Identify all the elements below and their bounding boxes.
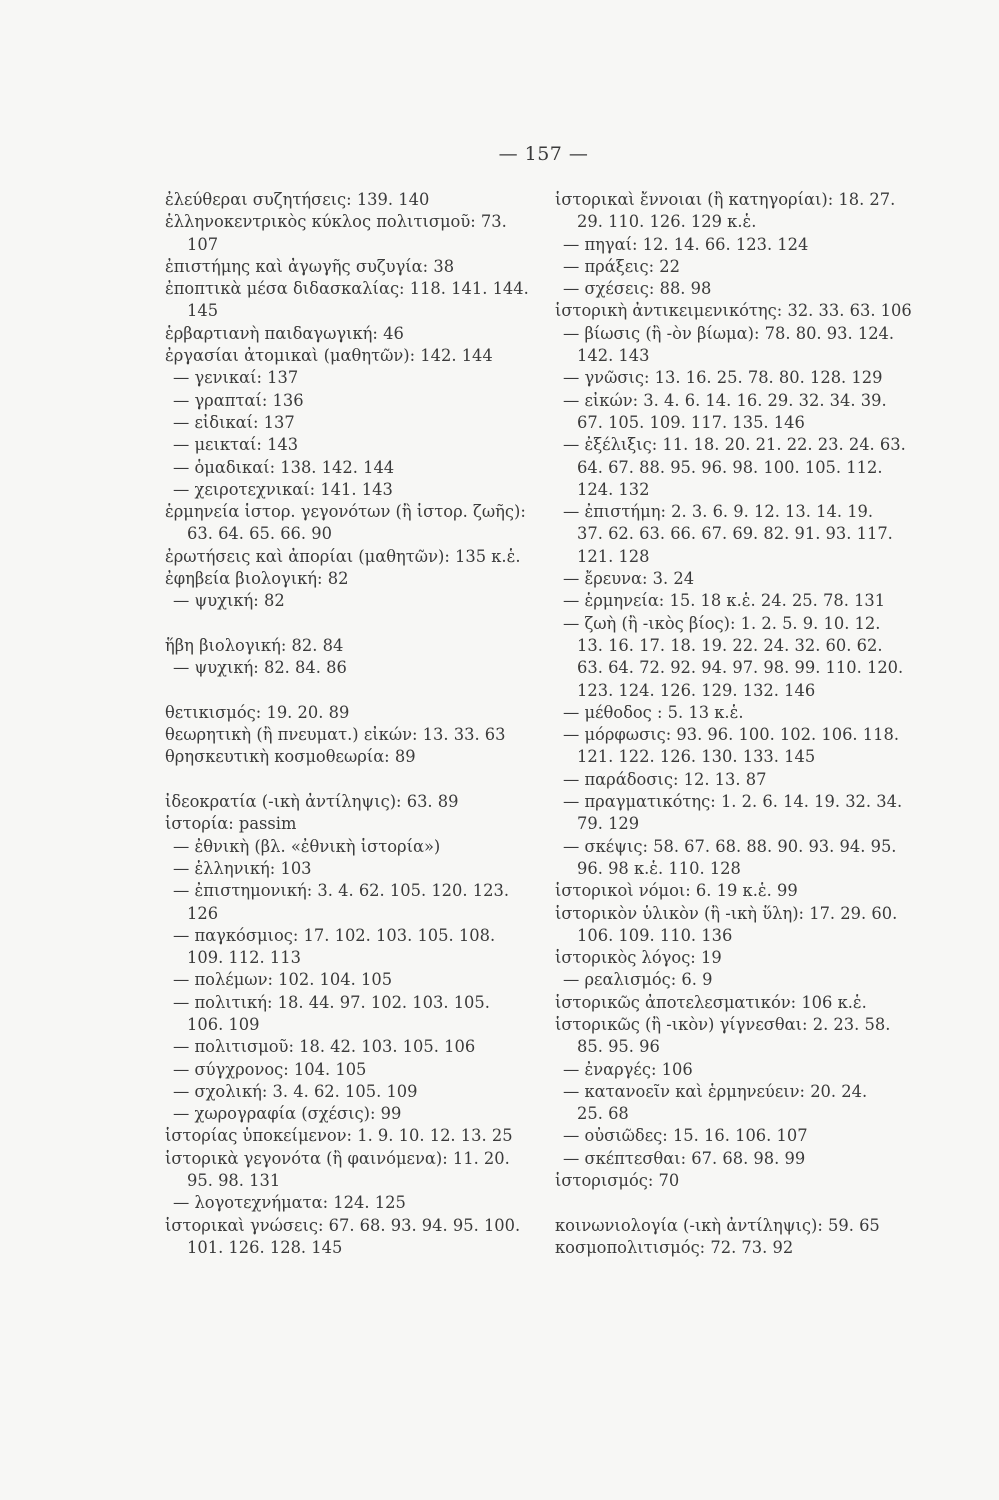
index-subentry: — γνῶσις: 13. 16. 25. 78. 80. 128. 129 [563, 368, 883, 388]
index-continuation: 101. 126. 128. 145 [187, 1237, 343, 1257]
index-entry: ἱστορίας ὑποκείμενον: 1. 9. 10. 12. 13. 25 [165, 1126, 513, 1146]
index-subentry: — εἰδικαί: 137 [173, 412, 295, 432]
index-entry: θετικισμός: 19. 20. 89 [165, 702, 350, 722]
index-subentry: — χωρογραφία (σχέσις): 99 [173, 1104, 402, 1124]
index-entry: ἱστορικὸς λόγος: 19 [555, 948, 722, 968]
index-subentry: — σύγχρονος: 104. 105 [173, 1059, 367, 1079]
index-entry: κοινωνιολογία (-ικὴ ἀντίληψις): 59. 65 [555, 1215, 880, 1235]
index-continuation: 85. 95. 96 [577, 1037, 660, 1057]
index-continuation: 121. 122. 126. 130. 133. 145 [577, 747, 816, 767]
index-spacer [165, 680, 537, 702]
index-entry: ἐργασίαι ἀτομικαὶ (μαθητῶν): 142. 144 [165, 346, 493, 366]
index-entry: ἱστορικὸν ὑλικὸν (ἢ -ικὴ ὕλη): 17. 29. 60. [555, 903, 898, 923]
index-subentry: — ρεαλισμός: 6. 9 [563, 970, 713, 990]
index-subentry: — πολέμων: 102. 104. 105 [173, 970, 393, 990]
index-continuation: 109. 112. 113 [187, 948, 301, 968]
index-subentry: — ψυχική: 82 [173, 591, 285, 611]
index-subentry: — ζωὴ (ἢ -ικὸς βίος): 1. 2. 5. 9. 10. 12. [563, 613, 881, 633]
index-subentry: — πραγματικότης: 1. 2. 6. 14. 19. 32. 34. [563, 792, 903, 812]
index-subentry: — σχολική: 3. 4. 62. 105. 109 [173, 1081, 418, 1101]
index-continuation: 96. 98 κ.ἑ. 110. 128 [577, 858, 741, 878]
index-continuation: 64. 67. 88. 95. 96. 98. 100. 105. 112. [577, 457, 883, 477]
index-continuation: 145 [187, 301, 219, 321]
index-continuation: 142. 143 [577, 346, 650, 366]
index-continuation: 63. 64. 65. 66. 90 [187, 524, 332, 544]
index-continuation: 106. 109 [187, 1014, 260, 1034]
index-subentry: — πηγαί: 12. 14. 66. 123. 124 [563, 234, 809, 254]
index-subentry: — πολιτισμοῦ: 18. 42. 103. 105. 106 [173, 1037, 476, 1057]
index-subentry: — σκέψις: 58. 67. 68. 88. 90. 93. 94. 95. [563, 836, 897, 856]
page-number: — 157 — [498, 143, 589, 165]
index-continuation: 126 [187, 903, 219, 923]
index-subentry: — ἔρευνα: 3. 24 [563, 569, 695, 589]
index-entry: ἑλληνοκεντρικὸς κύκλος πολιτισμοῦ: 73. [165, 212, 507, 232]
index-continuation: 67. 105. 109. 117. 135. 146 [577, 412, 805, 432]
index-entry: θρησκευτικὴ κοσμοθεωρία: 89 [165, 747, 416, 767]
index-entry: ἱστορικαὶ ἔννοιαι (ἢ κατηγορίαι): 18. 27. [555, 190, 896, 209]
index-continuation: 121. 128 [577, 546, 650, 566]
index-entry: ἱστορικαὶ γνώσεις: 67. 68. 93. 94. 95. 100. [165, 1215, 521, 1235]
index-subentry: — πολιτική: 18. 44. 97. 102. 103. 105. [173, 992, 490, 1012]
index-subentry: — σκέπτεσθαι: 67. 68. 98. 99 [563, 1148, 806, 1168]
index-subentry: — ἐπιστήμη: 2. 3. 6. 9. 12. 13. 14. 19. [563, 502, 874, 522]
index-subentry: — ἐξέλιξις: 11. 18. 20. 21. 22. 23. 24. 63. [563, 435, 906, 455]
index-column-right [555, 189, 925, 1259]
index-entry: θεωρητικὴ (ἢ πνευματ.) εἰκών: 13. 33. 63 [165, 725, 506, 745]
index-subentry: — ἑρμηνεία: 15. 18 κ.ἑ. 24. 25. 78. 131 [563, 591, 886, 611]
index-continuation: 107 [187, 234, 219, 254]
index-entry: ἱστορικῶς ἀποτελεσματικόν: 106 κ.ἑ. [555, 992, 867, 1012]
index-spacer [555, 1192, 925, 1214]
index-spacer [165, 769, 537, 791]
index-subentry: — παγκόσμιος: 17. 102. 103. 105. 108. [173, 925, 496, 945]
index-subentry: — οὐσιῶδες: 15. 16. 106. 107 [563, 1126, 808, 1146]
index-entry: ἱστορικὴ ἀντικειμενικότης: 32. 33. 63. 106 [555, 301, 912, 321]
index-entry: ἱστορικῶς (ἢ -ικὸν) γίγνεσθαι: 2. 23. 58. [555, 1014, 891, 1034]
index-continuation: 63. 64. 72. 92. 94. 97. 98. 99. 110. 120. [577, 658, 904, 678]
index-entry: ἱστορικὰ γεγονότα (ἢ φαινόμενα): 11. 20. [165, 1148, 510, 1168]
index-entry: ἱστορισμός: 70 [555, 1171, 680, 1191]
index-continuation: 95. 98. 131 [187, 1171, 281, 1191]
index-continuation: 13. 16. 17. 18. 19. 22. 24. 32. 60. 62. [577, 635, 883, 655]
index-subentry: — ἐπιστημονική: 3. 4. 62. 105. 120. 123. [173, 881, 509, 901]
index-subentry: — παράδοσις: 12. 13. 87 [563, 769, 767, 789]
index-entry: ἑρβαρτιανὴ παιδαγωγική: 46 [165, 323, 404, 343]
index-continuation: 37. 62. 63. 66. 67. 69. 82. 91. 93. 117. [577, 524, 893, 544]
index-subentry: — κατανοεῖν καὶ ἑρμηνεύειν: 20. 24. [563, 1081, 868, 1101]
index-spacer [165, 613, 537, 635]
index-subentry: — μεικταί: 143 [173, 435, 299, 455]
index-column-left [165, 189, 537, 1259]
index-subentry: — χειροτεχνικαί: 141. 143 [173, 479, 393, 499]
index-subentry: — σχέσεις: 88. 98 [563, 279, 712, 299]
index-entry: ἑρμηνεία ἱστορ. γεγονότων (ἢ ἱστορ. ζωῆς): [165, 502, 526, 522]
index-subentry: — μέθοδος : 5. 13 κ.ἑ. [563, 702, 744, 722]
index-subentry: — ὁμαδικαί: 138. 142. 144 [173, 457, 395, 477]
index-entry: ἐποπτικὰ μέσα διδασκαλίας: 118. 141. 144. [165, 279, 529, 299]
index-entry: ἐπιστήμης καὶ ἀγωγῆς συζυγία: 38 [165, 256, 455, 276]
index-entry: ἐρωτήσεις καὶ ἀπορίαι (μαθητῶν): 135 κ.ἑ. [165, 546, 521, 566]
index-subentry: — ἐθνικὴ (βλ. «ἐθνικὴ ἱστορία») [173, 836, 441, 856]
index-entry: ἐλεύθεραι συζητήσεις: 139. 140 [165, 190, 430, 209]
index-subentry: — πράξεις: 22 [563, 256, 681, 276]
index-entry: ἥβη βιολογική: 82. 84 [165, 635, 344, 655]
index-subentry: — βίωσις (ἢ -ὸν βίωμα): 78. 80. 93. 124. [563, 323, 895, 343]
index-subentry: — γραπταί: 136 [173, 390, 304, 410]
index-continuation: 79. 129 [577, 814, 640, 834]
index-subentry: — μόρφωσις: 93. 96. 100. 102. 106. 118. [563, 725, 900, 745]
index-entry: κοσμοπολιτισμός: 72. 73. 92 [555, 1237, 794, 1257]
index-continuation: 25. 68 [577, 1104, 629, 1124]
index-continuation: 106. 109. 110. 136 [577, 925, 733, 945]
index-continuation: 124. 132 [577, 479, 650, 499]
index-subentry: — ἑλληνική: 103 [173, 858, 312, 878]
index-continuation: 29. 110. 126. 129 κ.ἑ. [577, 212, 757, 232]
index-subentry: — ψυχική: 82. 84. 86 [173, 658, 347, 678]
index-subentry: — εἰκών: 3. 4. 6. 14. 16. 29. 32. 34. 39. [563, 390, 887, 410]
index-entry: ἐφηβεία βιολογική: 82 [165, 569, 349, 589]
index-entry: ἱστορικοὶ νόμοι: 6. 19 κ.ἑ. 99 [555, 881, 798, 901]
index-subentry: — ἐναργές: 106 [563, 1059, 693, 1079]
index-entry: ἱστορία: passim [165, 814, 297, 834]
index-continuation: 123. 124. 126. 129. 132. 146 [577, 680, 816, 700]
index-subentry: — γενικαί: 137 [173, 368, 299, 388]
index-entry: ἰδεοκρατία (-ικὴ ἀντίληψις): 63. 89 [165, 792, 459, 812]
index-subentry: — λογοτεχνήματα: 124. 125 [173, 1193, 406, 1213]
